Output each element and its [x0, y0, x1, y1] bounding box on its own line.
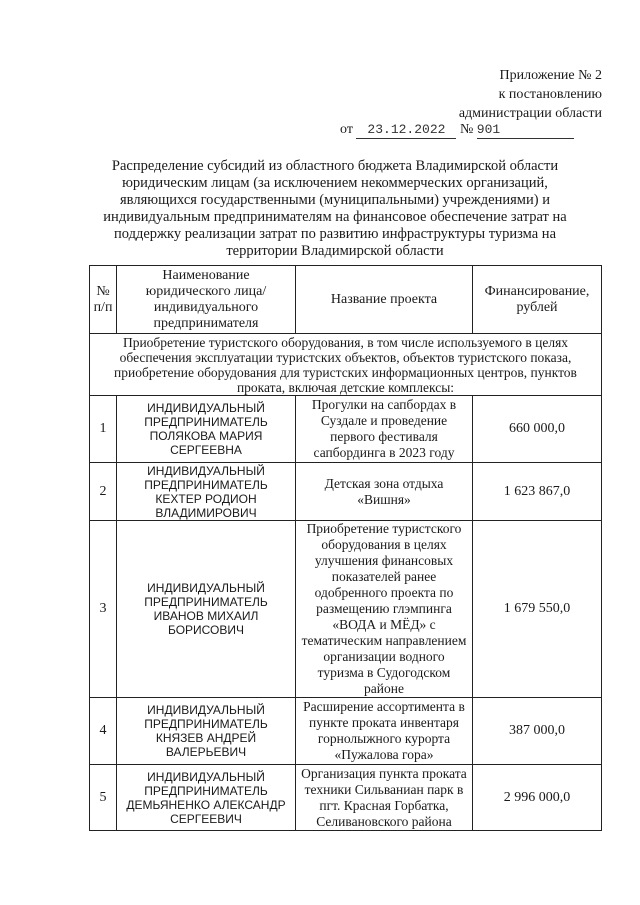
- subsidy-table: [89, 265, 602, 831]
- row-num: 3: [90, 521, 117, 698]
- header-financing: Финансирование, рублей: [473, 266, 602, 334]
- row-amount: 2 996 000,0: [473, 765, 602, 831]
- section-row: [90, 334, 602, 396]
- appendix-line-3: администрации области: [458, 106, 602, 121]
- table-row: [90, 765, 602, 831]
- row-amount: 387 000,0: [473, 698, 602, 765]
- row-entity: ИНДИВИДУАЛЬНЫЙ ПРЕДПРИНИМАТЕЛЬ ДЕМЬЯНЕНКО АЛЕКСАНДР СЕРГЕЕВИЧ: [117, 765, 296, 831]
- decree-number-label: №: [459, 122, 474, 137]
- decree-number: 901: [476, 122, 501, 137]
- section-title: Приобретение туристского оборудования, в том числе используемого в целях обеспечения эксплуатации туристских объектов, объектов туристского показа, приобретение оборудования для туристских информационных центров, пунктов проката, включая детские комплексы:: [90, 334, 602, 396]
- document-title: Распределение субсидий из областного бюджета Владимирской области юридическим лицам (за исключением некоммерческих организаций, являющихся государственными (муниципальными) учреждениями) и индивидуальным предпринимателям на финансовое обеспечение затрат на поддержку реализации затрат по развитию инфраструктуры туризма на территории Владимирской области: [103, 158, 567, 259]
- table-row: [90, 698, 602, 765]
- appendix-line-2: к постановлению: [498, 87, 602, 102]
- row-project: Приобретение туристского оборудования в целях улучшения финансовых показателей ранее одобренного проекта по размещению глэмпинга «ВОДА и МЁД» с тематическим направлением организации водного туризма в Судогодском районе: [296, 521, 473, 698]
- row-amount: 660 000,0: [473, 396, 602, 463]
- decree-date-number: [340, 122, 574, 139]
- table-row: [90, 396, 602, 463]
- table-row: [90, 521, 602, 698]
- row-entity: ИНДИВИДУАЛЬНЫЙ ПРЕДПРИНИМАТЕЛЬ КЕХТЕР РОДИОН ВЛАДИМИРОВИЧ: [117, 463, 296, 521]
- row-project: Организация пункта проката техники Сильваниан парк в пгт. Красная Горбатка, Селивановского района: [296, 765, 473, 831]
- appendix-line-1: Приложение № 2: [499, 68, 602, 83]
- row-amount: 1 623 867,0: [473, 463, 602, 521]
- table-header-row: [90, 266, 602, 334]
- row-project: Прогулки на сапбордах в Суздале и проведение первого фестиваля сапбординга в 2023 году: [296, 396, 473, 463]
- row-entity: ИНДИВИДУАЛЬНЫЙ ПРЕДПРИНИМАТЕЛЬ КНЯЗЕВ АНДРЕЙ ВАЛЕРЬЕВИЧ: [117, 698, 296, 765]
- header-num: № п/п: [90, 266, 117, 334]
- header-project: Название проекта: [296, 266, 473, 334]
- row-num: 2: [90, 463, 117, 521]
- decree-date: 23.12.2022: [367, 122, 446, 137]
- row-entity: ИНДИВИДУАЛЬНЫЙ ПРЕДПРИНИМАТЕЛЬ ПОЛЯКОВА МАРИЯ СЕРГЕЕВНА: [117, 396, 296, 463]
- row-num: 5: [90, 765, 117, 831]
- row-project: Расширение ассортимента в пункте проката инвентаря горнолыжного курорта «Пужалова гора»: [296, 698, 473, 765]
- row-project: Детская зона отдыха «Вишня»: [296, 463, 473, 521]
- row-num: 1: [90, 396, 117, 463]
- appendix-block: [459, 66, 602, 123]
- header-entity: Наименование юридического лица/индивидуального предпринимателя: [117, 266, 296, 334]
- row-amount: 1 679 550,0: [473, 521, 602, 698]
- row-entity: ИНДИВИДУАЛЬНЫЙ ПРЕДПРИНИМАТЕЛЬ ИВАНОВ МИХАИЛ БОРИСОВИЧ: [117, 521, 296, 698]
- row-num: 4: [90, 698, 117, 765]
- table-row: [90, 463, 602, 521]
- decree-from-label: от: [340, 122, 353, 137]
